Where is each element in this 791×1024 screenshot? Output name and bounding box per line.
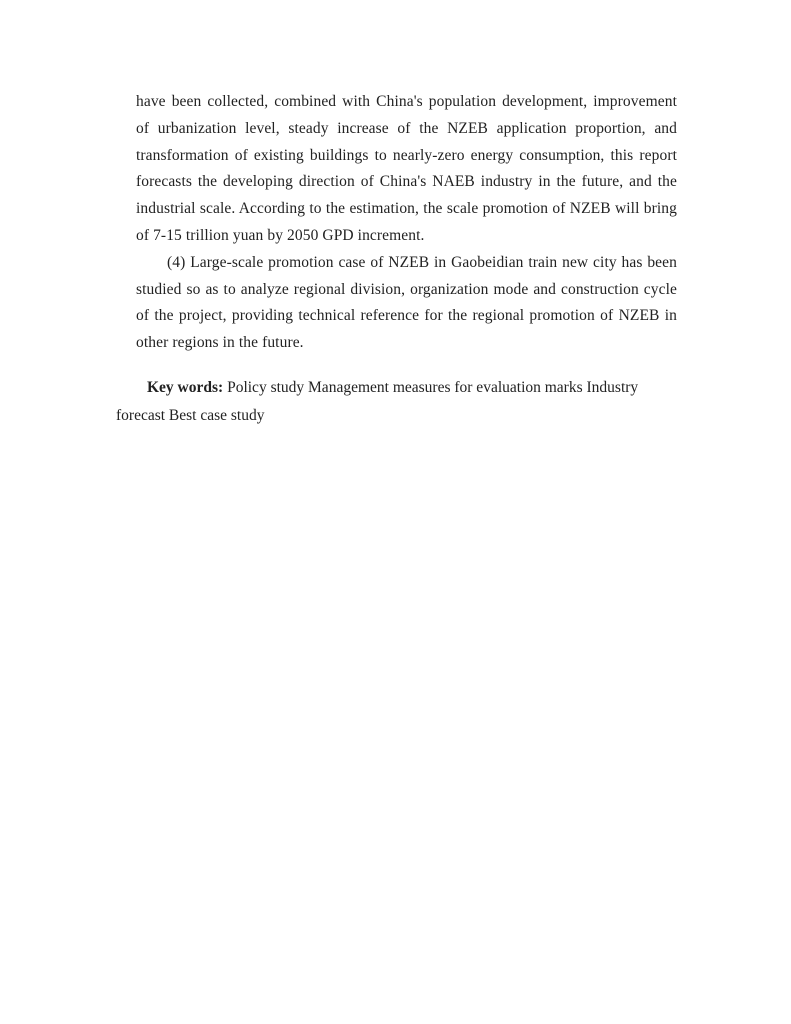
body-text [136,89,677,357]
keywords-label: Key words: [147,379,224,396]
paragraph-item-4: (4) Large-scale promotion case of NZEB in Gaobeidian train new city has been studied so as to analyze regional division, organization mode and construction cycle of the project, providing technical reference for the regional promotion of NZEB in other regions in the future. [136,253,677,352]
paragraph-continuation: have been collected, combined with China's population development, improvement of urbanization level, steady increase of the NZEB application proportion, and transformation of existing buildings to nearly-zero energy consumption, this report forecasts the developing direction of China's NAEB industry in the future, and the industrial scale. According to the estimation, the scale promotion of NZEB will bring of 7-15 trillion yuan by 2050 GPD increment. [136,93,677,244]
keywords-text: Policy study Management measures for evaluation marks Industry forecast Best case study [116,379,639,424]
keywords-section [116,374,676,430]
